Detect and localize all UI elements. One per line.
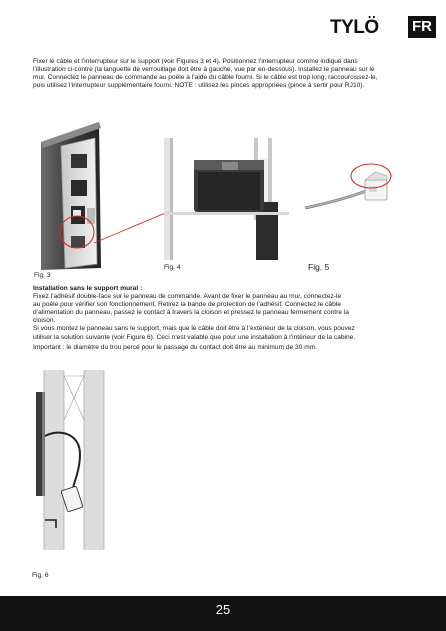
intro-line: mur. Connectez le panneau de commande au poêle à l’aide du câble fourni. Si le câble est trop long, raccourcissez-le,	[33, 74, 378, 82]
fig5-label: Fig. 5	[308, 262, 330, 272]
section-line: cloison.	[33, 317, 56, 325]
fig3-label: Fig. 3	[34, 272, 51, 279]
section-line: d’alimentation du panneau, passez le contact à travers la cloison et pressez le panneau fermement contre la	[33, 309, 349, 317]
brand-wordmark: TYLÖ	[330, 17, 379, 38]
important-note: Important : le diamètre du trou percé pour le passage du contact doit être au minimum de 30 mm.	[33, 343, 318, 351]
section-line: utiliser la solution suivante (voir Figure 6). Ceci n’est valable que pour une installation à l’intérieur de la cabine.	[33, 333, 356, 341]
installation-section	[33, 285, 433, 352]
footer-bar	[0, 596, 446, 631]
intro-line: l’illustration ci-contre (la languette de verrouillage doit être à gauche, vue par en-dessous). Installez le panneau sur le	[33, 66, 375, 74]
fig6-label: Fig. 6	[32, 572, 49, 579]
section-heading: Installation sans le support mural :	[33, 285, 143, 292]
section-line: Si vous montez le panneau sans le support, mais que le câble doit être à l’extérieur de la cloison, vous pouvez	[33, 325, 355, 333]
intro-line: Fixer le câble et l’interrupteur sur le support (voir Figures 3 et 4). Positionnez l’interrupteur comme indiqué dans	[33, 58, 358, 65]
page-number: 25	[215, 602, 231, 617]
section-line: Fixez l’adhésif double-face sur le panneau de commande. Avant de fixer le panneau au mur, connectez-le	[33, 293, 342, 301]
intro-line: puis utilisez l’interrupteur supplémentaire fourni. NOTE : utilisez les pinces appropriées (pince à sertir pour RJ10).	[33, 82, 365, 90]
figure-5-illustration	[303, 162, 395, 218]
figure-6-illustration	[36, 370, 126, 550]
language-badge: FR	[408, 16, 436, 38]
fig4-label: Fig. 4	[164, 264, 181, 271]
section-line: au poêle pour vérifier son fonctionnement. Retirez la bande de protection de l’adhésif. Connectez le câble	[33, 301, 341, 309]
figure-4-illustration	[164, 138, 289, 260]
